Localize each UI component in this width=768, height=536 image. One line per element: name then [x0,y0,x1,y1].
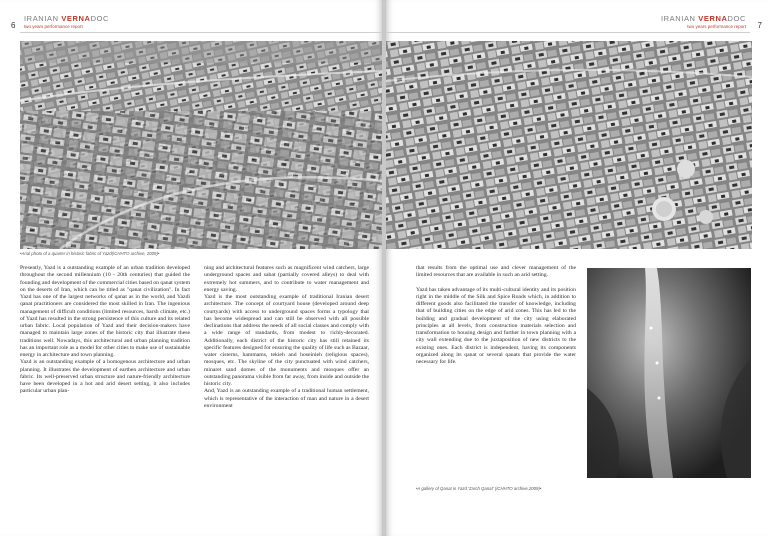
left-page [0,0,382,536]
brand-post: DOC [727,14,746,23]
paragraph: Yazd is an outstanding example of a homogenous architecture and urban planning. It illustrates the development of earthen architecture and urban fabric. Its well-preserved urban structure and nature-friendly architecture have been developed in a hot and arid desert setting, it also includes particular urban plan- [20,359,190,395]
brand-post: DOC [90,14,110,23]
brand-subtitle: two years performance report [24,24,83,29]
right-page [386,0,768,536]
aerial-photo-image [386,41,752,249]
qanat-photo-image [587,268,751,478]
text-column-1 [20,265,190,396]
page-number: 7 [757,21,762,30]
brand-accent: VERNA [61,14,91,23]
qanat-caption: •A gallery of Qanat in Yazd 'Zarch Qanat' (ICHHTO archive,2009)• [416,486,542,491]
brand-title [661,14,746,23]
brand-header [661,14,746,29]
header-rule [20,32,382,33]
aerial-photo-image [20,41,382,249]
photo-caption: •Arial photo of a quarter in historic fabric of Yazd(ICHHTO archive, 2009)• [20,251,160,256]
paragraph: ning and architectural features such as magnificent wind catchers, large underground spaces and sabat (partially covered alleys) to deal with extremely hot summers, and to contribute to water management and energy saving. [204,265,369,293]
brand-title [24,14,109,23]
brand-pre: IRANIAN [660,14,699,23]
brand-pre: IRANIAN [24,14,62,23]
paragraph: that results from the optimal use and clever management of the limited resources that are available in such an arid setting. [416,265,576,279]
dome [656,201,672,217]
text-column-2 [204,265,369,410]
aerial-photo-right [386,41,752,249]
qanat-photo [587,268,751,478]
brand-accent: VERNA [698,14,728,23]
paragraph: Yazd has taken advantage of its multi-cultural identity and its position right in the middle of the Silk and Spice Roads which, in addition to different goods also facilitated the transfer of knowledge, including that of building cities on the edge of arid zones. This has led to the building and gradual development of the city using elaborated principles at all levels, from construction materials selection and transformation to housing design and further in town planning with a city wall extending due to the juxtaposition of new districts to the existing ones. Each district is independent, having its components organized along its qanat or several qanats that provide the water necessary for life. [416,286,576,365]
aerial-photo-left [20,41,382,249]
brand-subtitle: two years performance report [687,24,746,29]
text-column-1 [416,265,576,366]
brand-header [24,14,109,29]
paragraph: Presently, Yazd is a outstanding example of an urban tradition developed throughout the second millennium (10 - 20th centuries) that guided the founding and development of the commercial cities based on qanat system on the deserts of Iran, which can be titled as "qanat civilization". In fact Yazd has one of the largest networks of qanat as in the world, and Yazdi qanat practitioners are considered the most skilled in Iran. The ingenious management of difficult conditions (limited resources, harsh climate, etc.) of Yazd has resulted in the strong persistence of this culture and its related urban fabric. Local population of Yazd and their decision-makers have managed to maintain large zones of the historic city that illustrate these traditions well. Nowadays, this architectural and urban planning tradition has an important role as a model for other cities to make use of sustainable energy in architecture and town planning. [20,265,190,358]
dome [677,160,695,178]
page-number: 6 [11,21,16,30]
header-rule [386,32,750,33]
dome [699,210,713,224]
paragraph: And, Yazd is an outstanding example of a traditional human settlement, which is representative of the interaction of man and nature in a desert environment [204,388,369,409]
paragraph: Yazd is the most outstanding example of traditional Iranian desert architecture. The concept of courtyard house (developed around deep courtyards) with access to underground spaces forms a typology that has become widespread and can still be observed with all possible declinations that address the needs of all social classes and comply with a wide range of standards, from modest to richly-decorated. Additionally, each district of the historic city has still retained its specific features designed for ensuring the quality of life such as Bazaar, water cisterns, hammams, tekieh and hoseinieh (religious spaces), mosques, etc. The skyline of the city punctuated with wind catchers, minaret sand domes of the monuments and mosques offer an outstanding panorama visible from far away, from inside and outside the historic city. [204,294,369,387]
